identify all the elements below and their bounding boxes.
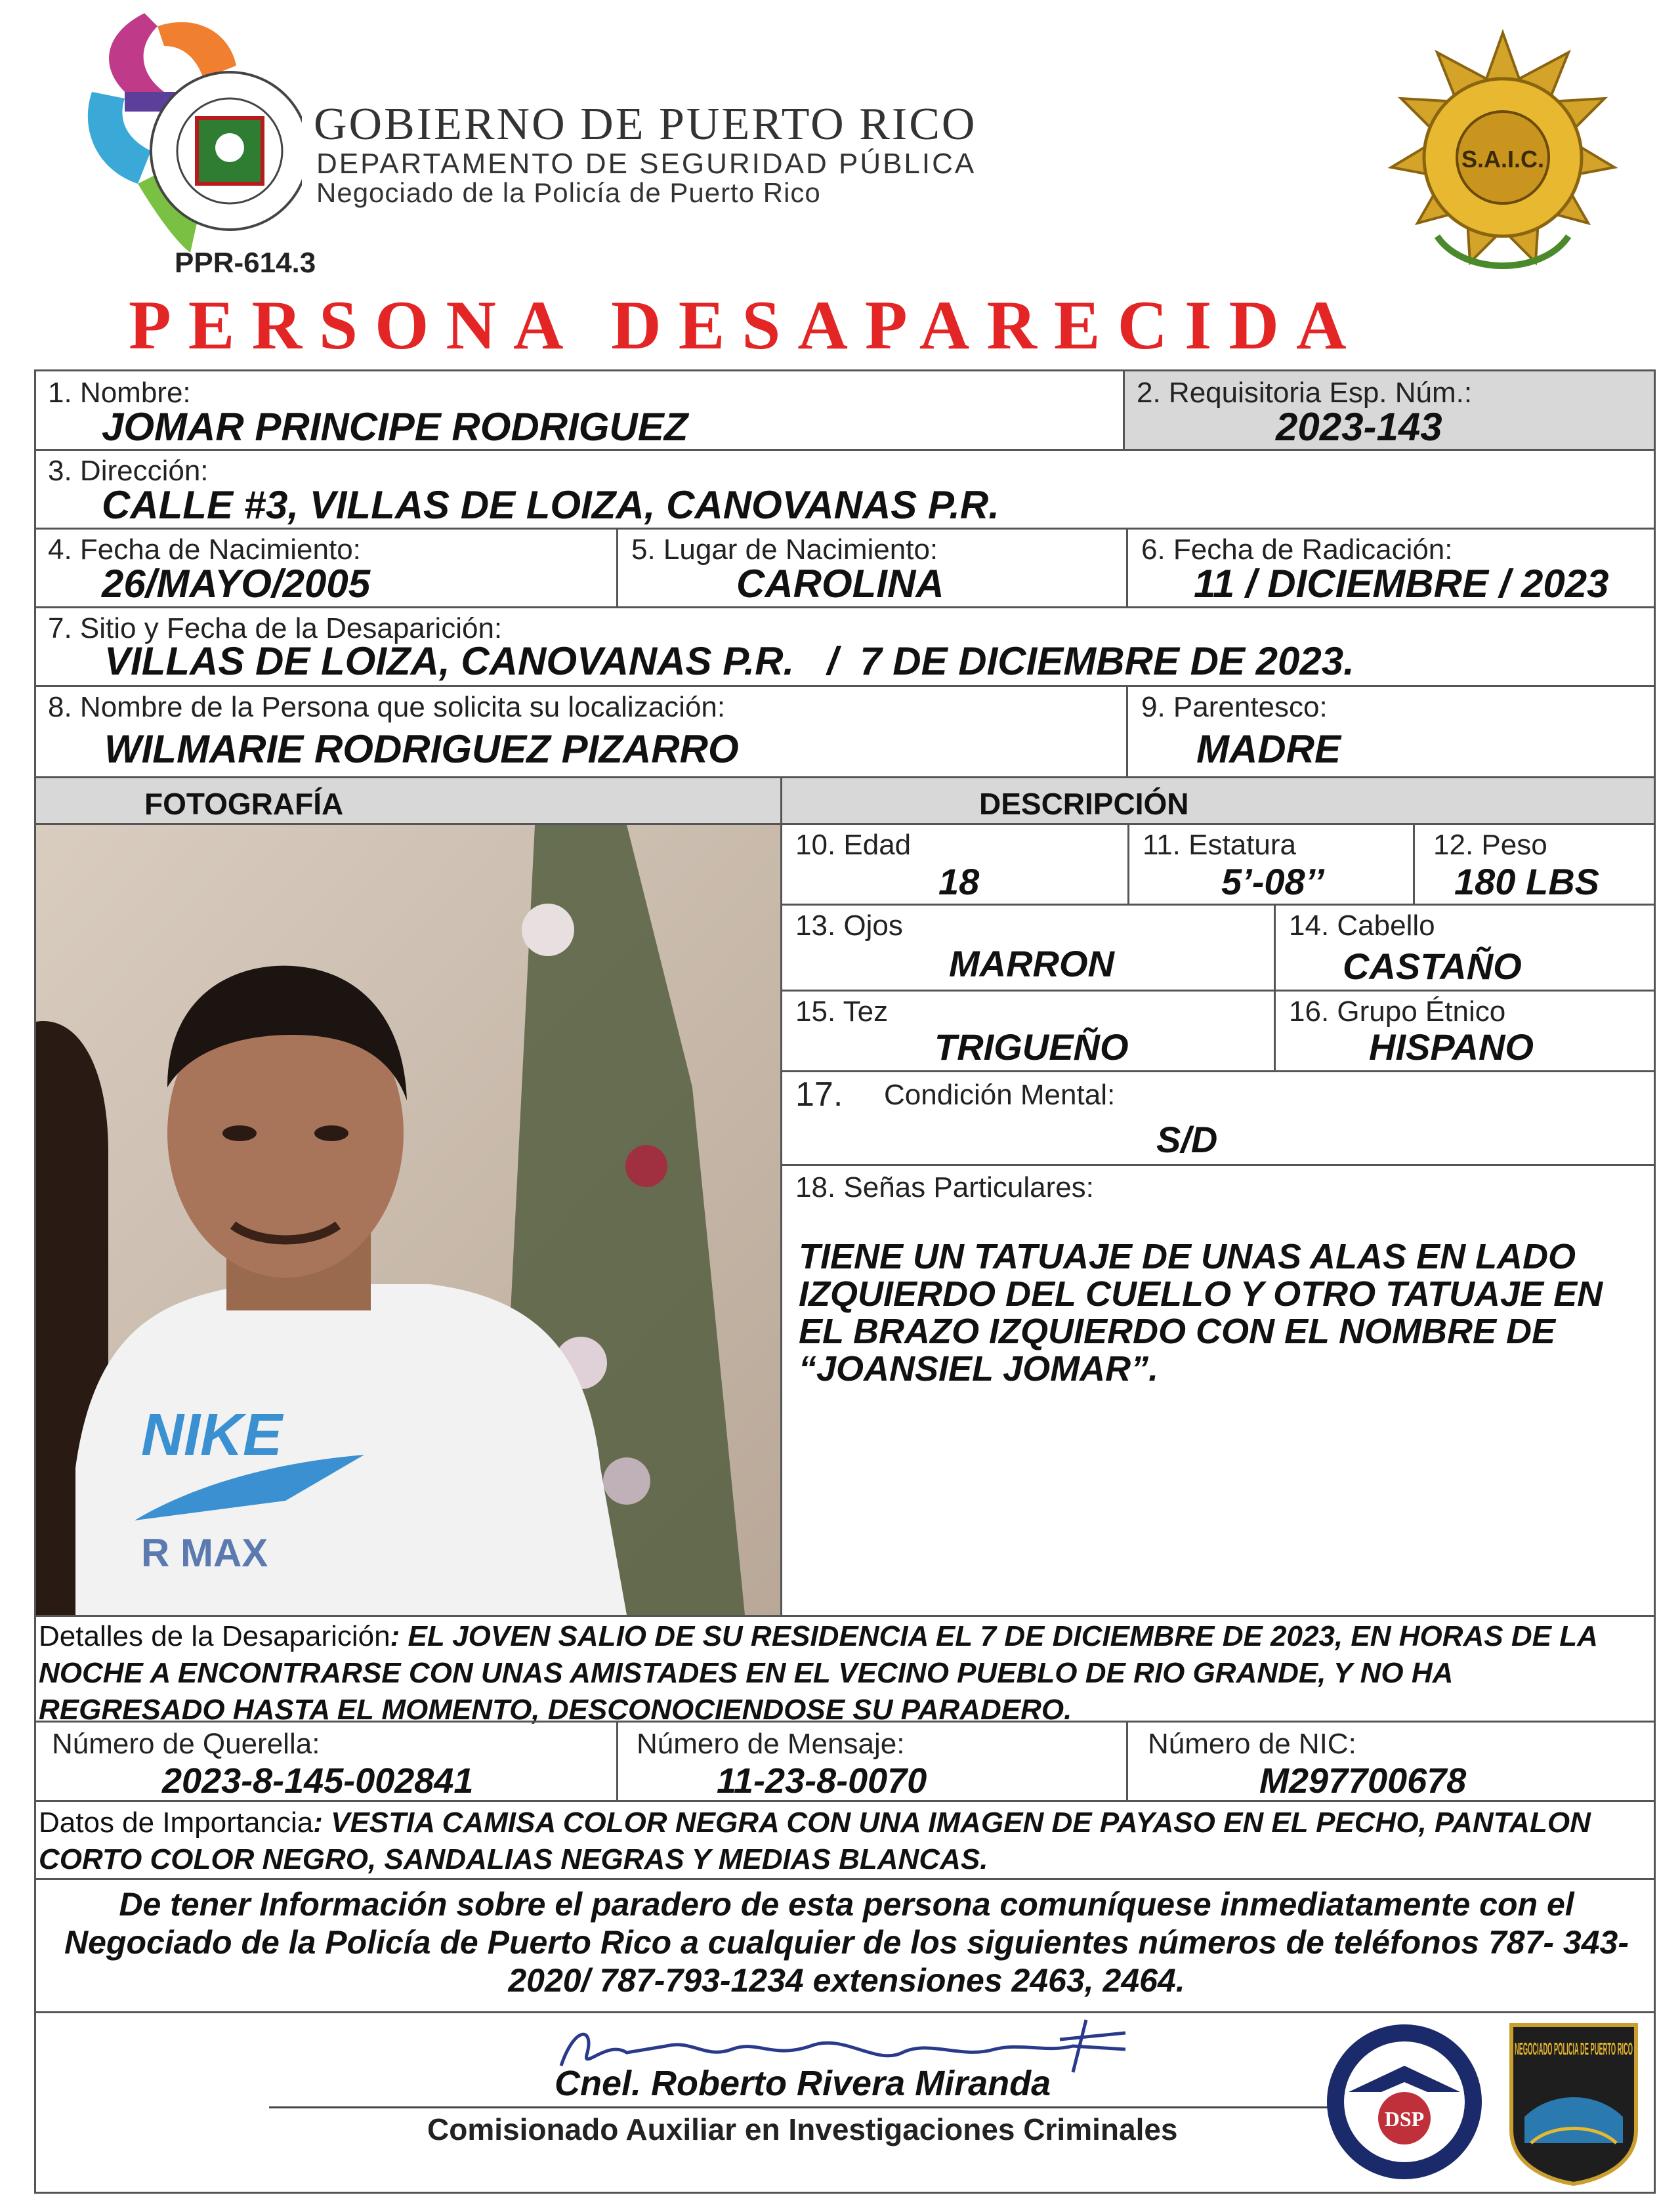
desc-peso-box [1413, 823, 1656, 906]
nacimiento-label: 4. Fecha de Nacimiento: [48, 533, 361, 566]
solicita-value: WILMARIE RODRIGUEZ PIZARRO [104, 727, 739, 771]
negociado-logo [1505, 2018, 1643, 2186]
radicacion-label: 6. Fecha de Radicación: [1141, 533, 1453, 566]
field-radicacion-box [1126, 528, 1656, 608]
mensaje-box [616, 1721, 1128, 1802]
desc-cabello-box [1274, 904, 1656, 992]
querella-value: 2023-8-145-002841 [162, 1761, 474, 1801]
detalles-text: : EL JOVEN SALIO DE SU RESIDENCIA EL 7 DE DICIEMBRE DE 2023, EN HORAS DE LA NOCHE A ENCONTRARSE CON UNAS AMISTADES EN EL VECINO PUEBLO DE RIO GRANDE, Y NO HA REGRESADO HASTA EL MOMENTO, DESCONOCIENDOSE SU PARADERO. [39, 1620, 1597, 1726]
senas-value: TIENE UN TATUAJE DE UNAS ALAS EN LADO IZQUIERDO DEL CUELLO Y OTRO TATUAJE EN EL BRAZO IZQUIERDO CON EL NOMBRE DE “JOANSIEL JOMAR”. [799, 1237, 1603, 1389]
cabello-value: CASTAÑO [1343, 946, 1522, 987]
detalles-para [39, 1618, 1640, 1728]
form-code: PPR-614.3 [175, 247, 316, 279]
grupo-value: HISPANO [1369, 1026, 1534, 1068]
contacto-text: De tener Información sobre el paradero de esta persona comuníquese inmediatamente con el Negociado de la Policía de Puerto Rico a cualquier de los siguientes números de teléfonos 787- 343-2020/ 787-793-1234 extensiones 2463, 2464. [64, 1886, 1629, 1999]
direccion-value: CALLE #3, VILLAS DE LOIZA, CANOVANAS P.R. [102, 483, 999, 527]
edad-value: 18 [938, 861, 980, 902]
tez-value: TRIGUEÑO [934, 1026, 1129, 1068]
field-sitio-box [34, 606, 1656, 687]
requisitoria-value: 2023-143 [1276, 405, 1442, 449]
nacimiento-value: 26/MAYO/2005 [102, 562, 371, 606]
desc-header [780, 776, 1656, 825]
estatura-value: 5’-08’’ [1221, 861, 1324, 902]
importancia-box [34, 1800, 1656, 1880]
tez-label: 15. Tez [795, 995, 889, 1028]
desc-ojos-box [780, 904, 1276, 992]
contacto-box [34, 1878, 1656, 2013]
nombre-value: JOMAR PRINCIPE RODRIGUEZ [102, 405, 688, 449]
desc-header-text: DESCRIPCIÓN [979, 787, 1189, 821]
field-nombre-box [34, 369, 1125, 451]
svg-text:R MAX: R MAX [141, 1531, 268, 1575]
field-nacimiento-box [34, 528, 618, 608]
page-title: PERSONA DESAPARECIDA [129, 287, 1364, 364]
nic-box [1126, 1721, 1656, 1802]
sitio-value: VILLAS DE LOIZA, CANOVANAS P.R. / 7 DE DICIEMBRE DE 2023. [104, 639, 1354, 683]
mensaje-label: Número de Mensaje: [637, 1728, 905, 1760]
detalles-label: Detalles de la Desaparición [39, 1620, 390, 1652]
sitio-label: 7. Sitio y Fecha de la Desaparición: [48, 612, 503, 644]
desc-grupo-box [1274, 990, 1656, 1072]
mensaje-value: 11-23-8-0070 [717, 1761, 927, 1801]
firma-nombre: Cnel. Roberto Rivera Miranda [555, 2064, 1051, 2103]
nombre-label: 1. Nombre: [48, 377, 191, 409]
solicita-label: 8. Nombre de la Persona que solicita su localización: [48, 691, 726, 723]
govt-logo [66, 7, 302, 256]
foto-header [34, 776, 782, 825]
mental-label: Condición Mental: [884, 1079, 1116, 1111]
photo-box [34, 823, 782, 1617]
cabello-label: 14. Cabello [1289, 909, 1435, 942]
importancia-label: Datos de Importancia [39, 1807, 314, 1839]
radicacion-value: 11 / DICIEMBRE / 2023 [1194, 562, 1609, 606]
header-dept: DEPARTAMENTO DE SEGURIDAD PÚBLICA [316, 148, 976, 180]
field-requisitoria-box [1123, 369, 1656, 451]
missing-person-photo [36, 825, 780, 1615]
mental-num: 17. [795, 1076, 843, 1114]
grupo-label: 16. Grupo Étnico [1289, 995, 1506, 1028]
firma-box [34, 2011, 1656, 2194]
field-lugar-box [616, 528, 1128, 608]
senas-label: 18. Señas Particulares: [795, 1171, 1094, 1203]
desc-senas-box [780, 1164, 1656, 1617]
nic-value: M297700678 [1259, 1761, 1467, 1801]
detalles-box [34, 1615, 1656, 1726]
field-solicita-box [34, 685, 1128, 778]
peso-value: 180 LBS [1454, 861, 1599, 902]
desc-tez-box [780, 990, 1276, 1072]
mental-value: S/D [1156, 1119, 1218, 1160]
ojos-value: MARRON [949, 943, 1114, 984]
importancia-para [39, 1805, 1640, 1878]
edad-label: 10. Edad [795, 829, 912, 861]
desc-mental-box [780, 1070, 1656, 1166]
parentesco-value: MADRE [1196, 727, 1341, 771]
foto-header-text: FOTOGRAFÍA [144, 787, 344, 821]
importancia-text: : VESTIA CAMISA COLOR NEGRA CON UNA IMAGEN DE PAYASO EN EL PECHO, PANTALON CORTO COLOR NEGRO, SANDALIAS NEGRAS Y MEDIAS BLANCAS. [39, 1807, 1591, 1875]
lugar-label: 5. Lugar de Nacimiento: [631, 533, 938, 566]
querella-box [34, 1721, 618, 1802]
ojos-label: 13. Ojos [795, 909, 903, 942]
field-parentesco-box [1126, 685, 1656, 778]
parentesco-label: 9. Parentesco: [1141, 691, 1328, 723]
lugar-value: CAROLINA [736, 562, 944, 606]
estatura-label: 11. Estatura [1143, 829, 1296, 861]
header-bureau: Negociado de la Policía de Puerto Rico [316, 177, 821, 208]
direccion-label: 3. Dirección: [48, 455, 209, 487]
nic-label: Número de NIC: [1148, 1728, 1356, 1760]
svg-text:NIKE: NIKE [141, 1402, 283, 1468]
field-direccion-box [34, 449, 1656, 530]
dsp-logo [1322, 2020, 1486, 2184]
dsp-text: DSP [1384, 2107, 1425, 2131]
peso-label: 12. Peso [1433, 829, 1547, 861]
desc-edad-box [780, 823, 1129, 906]
desc-estatura-box [1127, 823, 1415, 906]
requisitoria-label: 2. Requisitoria Esp. Núm.: [1137, 377, 1473, 409]
querella-label: Número de Querella: [52, 1728, 320, 1760]
saic-badge [1378, 26, 1628, 289]
negociado-text: NEGOCIADO POLICIA DE PUERTO RICO [1515, 2039, 1633, 2059]
firma-line [269, 2106, 1332, 2108]
badge-center-text: S.A.I.C. [1461, 146, 1545, 173]
header-govt: GOBIERNO DE PUERTO RICO [314, 99, 977, 150]
firma-cargo: Comisionado Auxiliar en Investigaciones Criminales [427, 2112, 1178, 2146]
